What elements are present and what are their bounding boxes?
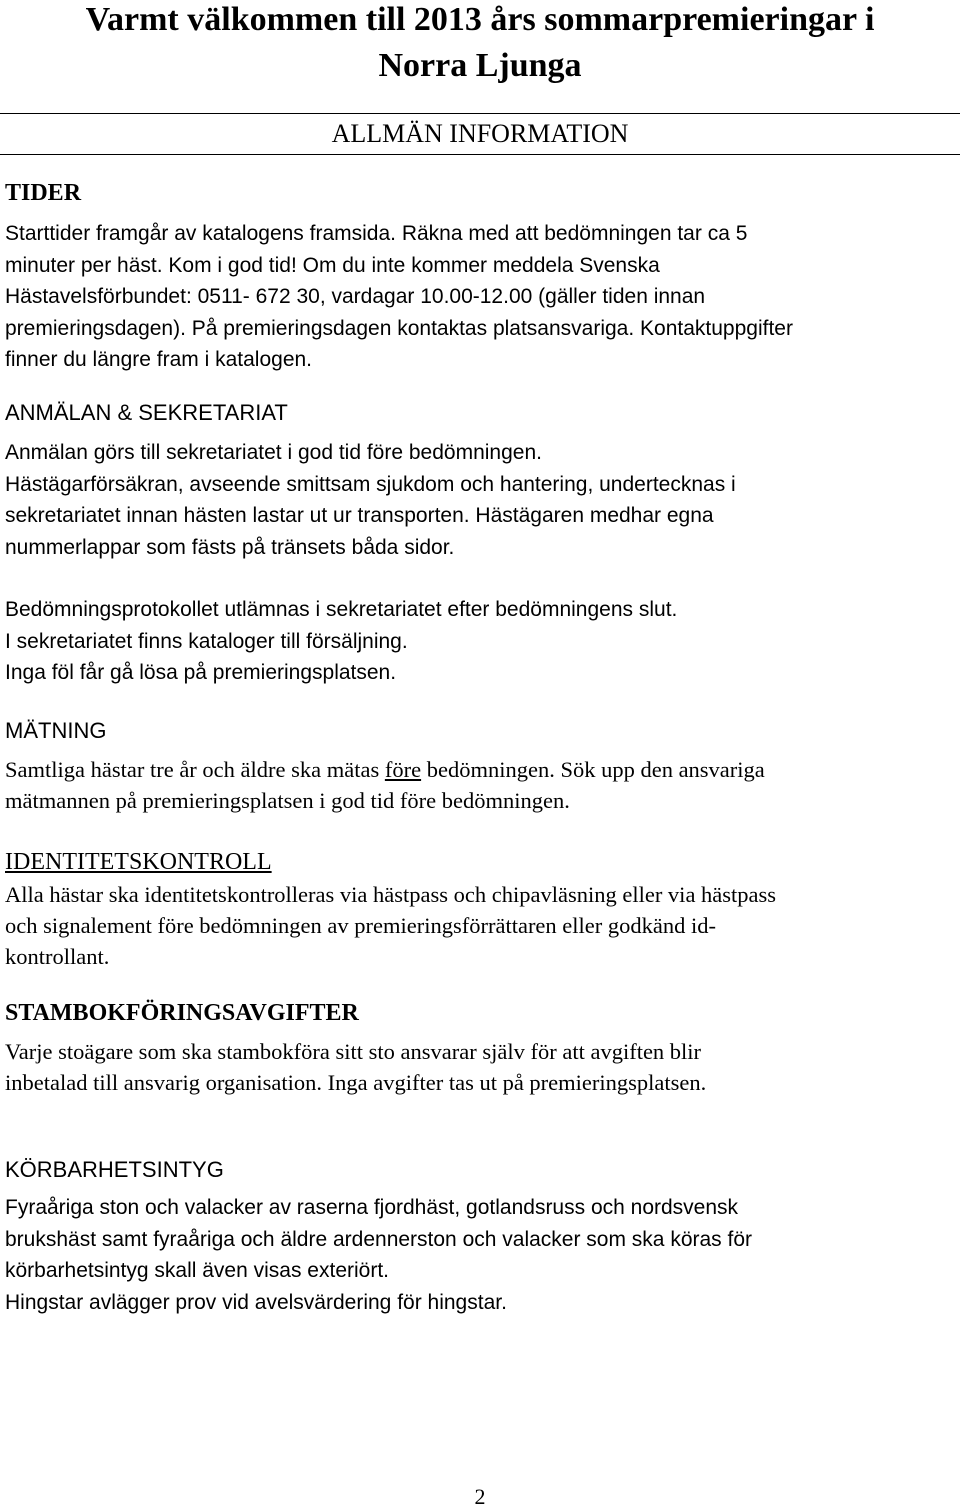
matning-line-1-post: bedömningen. Sök upp den ansvariga — [421, 757, 765, 782]
stambok-line-1: Varje stoägare som ska stambokföra sitt sto ansvarar själv för att avgiften blir — [5, 1039, 702, 1064]
matning-heading: MÄTNING — [5, 718, 107, 743]
stambok-paragraph — [5, 1036, 950, 1098]
anmalan-heading: ANMÄLAN & SEKRETARIAT — [5, 400, 288, 425]
identitet-heading: IDENTITETSKONTROLL — [5, 849, 272, 875]
section-subtitle: ALLMÄN INFORMATION — [331, 119, 629, 148]
matning-emphasis: före — [384, 757, 422, 782]
page-number: 2 — [474, 1484, 486, 1509]
identitet-line-1: Alla hästar ska identitetskontrolleras via hästpass och chipavläsning eller via hästpass — [5, 882, 777, 907]
tider-paragraph — [5, 218, 950, 376]
korbarhet-line-4: Hingstar avlägger prov vid avelsvärdering för hingstar. — [5, 1290, 507, 1314]
stambok-heading: STAMBOKFÖRINGSAVGIFTER — [5, 1000, 359, 1026]
tider-line-3: Hästavelsförbundet: 0511- 672 30, vardagar 10.00-12.00 (gäller tiden innan — [5, 285, 706, 308]
tider-line-4: premieringsdagen). På premieringsdagen kontaktas platsansvariga. Kontaktuppgifter — [5, 316, 793, 340]
subtitle-divider — [0, 154, 960, 155]
matning-line-2: mätmannen på premieringsplatsen i god tid före bedömningen. — [5, 788, 570, 813]
stambok-line-2: inbetalad till ansvarig organisation. Inga avgifter tas ut på premieringsplatsen. — [5, 1070, 707, 1095]
korbarhet-line-1: Fyraåriga ston och valacker av raserna fjordhäst, gotlandsruss och nordsvensk — [5, 1196, 739, 1219]
top-divider — [0, 113, 960, 114]
identitet-paragraph — [5, 879, 950, 972]
anmalan-paragraph-1 — [5, 437, 950, 563]
tider-heading: TIDER — [5, 180, 82, 206]
anmalan-line-4: nummerlappar som fästs på tränsets båda sidor. — [5, 535, 455, 559]
tider-line-5: finner du längre fram i katalogen. — [5, 348, 313, 371]
korbarhet-paragraph — [5, 1192, 950, 1318]
korbarhet-heading: KÖRBARHETSINTYG — [5, 1157, 224, 1182]
anmalan-line-2: Hästägarförsäkran, avseende smittsam sjukdom och hantering, undertecknas i — [5, 472, 736, 496]
anmalan-line-3: sekretariatet innan hästen lastar ut ur transporten. Hästägaren medhar egna — [5, 504, 714, 527]
matning-line-1 — [5, 754, 950, 785]
tider-line-2: minuter per häst. Kom i god tid! Om du inte kommer meddela Svenska — [5, 253, 660, 277]
matning-paragraph — [5, 754, 950, 816]
anmalan-line-7: Inga föl får gå lösa på premieringsplatsen. — [5, 661, 397, 684]
matning-line-1-pre: Samtliga hästar tre år och äldre ska mätas — [5, 757, 385, 782]
anmalan-line-1: Anmälan görs till sekretariatet i god tid före bedömningen. — [5, 441, 542, 464]
identitet-line-2: och signalement före bedömningen av premieringsförrättaren eller godkänd id- — [5, 913, 716, 938]
page-title — [0, 0, 960, 89]
page-title-line-1: Varmt välkommen till 2013 års sommarpremieringar i — [85, 1, 875, 38]
korbarhet-line-3: körbarhetsintyg skall även visas exteriört. — [5, 1259, 389, 1282]
page-title-line-2: Norra Ljunga — [378, 47, 582, 84]
anmalan-paragraph-2 — [5, 594, 950, 689]
tider-line-1: Starttider framgår av katalogens framsida. Räkna med att bedömningen tar ca 5 — [5, 222, 748, 245]
korbarhet-line-2: brukshäst samt fyraåriga och äldre ardennerston och valacker som ska köras för — [5, 1227, 753, 1251]
anmalan-line-6: I sekretariatet finns kataloger till försäljning. — [5, 629, 408, 653]
anmalan-line-5: Bedömningsprotokollet utlämnas i sekretariatet efter bedömningens slut. — [5, 598, 678, 621]
identitet-line-3: kontrollant. — [5, 944, 110, 969]
